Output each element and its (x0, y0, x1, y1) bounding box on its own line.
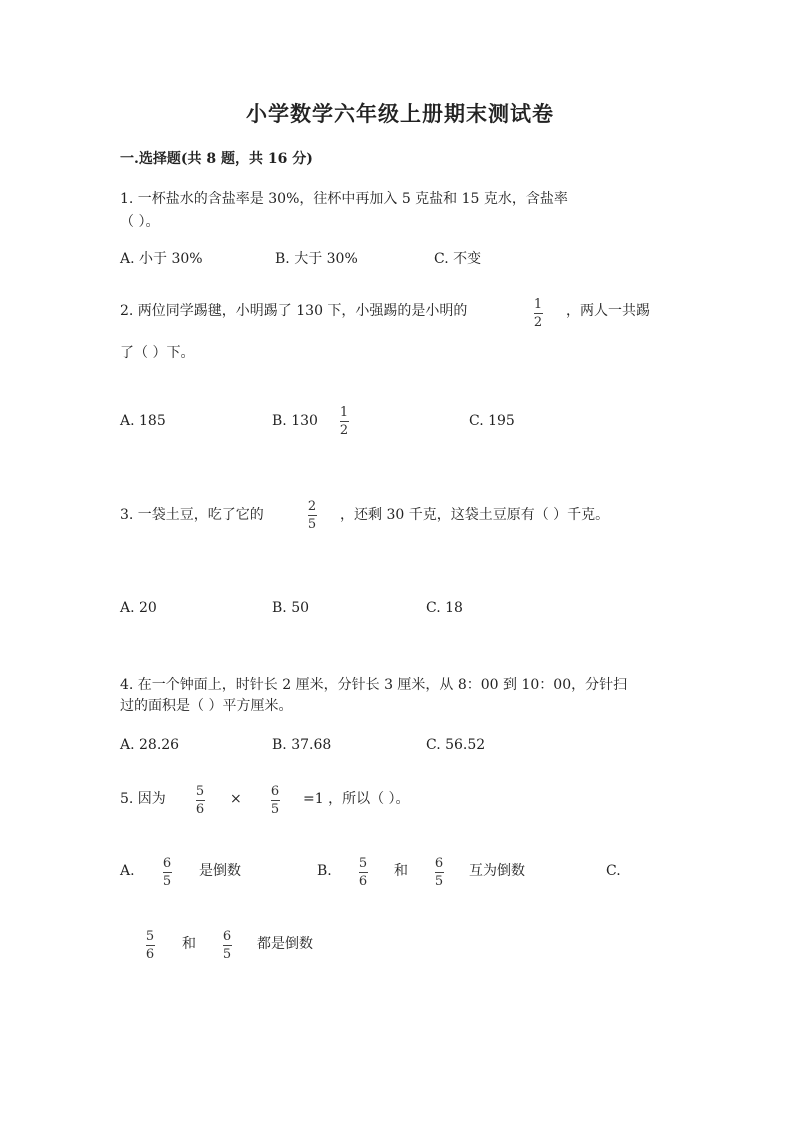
denominator: 5 (162, 874, 172, 889)
fraction-bar (196, 800, 205, 801)
option-b[interactable]: B. 130 (272, 413, 318, 429)
fraction (432, 857, 446, 888)
option-a[interactable]: A. 28.26 (120, 737, 180, 753)
option-b[interactable]: B. 大于 30% (275, 251, 358, 267)
denominator: 2 (339, 423, 349, 438)
fraction-bar (271, 800, 280, 801)
question-text: 2. 两位同学踢毽，小明踢了 130 下，小强踢的是小明的 (120, 303, 468, 319)
option-a[interactable]: A. 185 (120, 413, 166, 429)
option-text: 都是倒数 (257, 936, 313, 952)
question-text: 4. 在一个钟面上，时针长 2 厘米，分针长 3 厘米，从 8：00 到 10：00，分针扫 (120, 677, 628, 693)
question-text: 3. 一袋土豆，吃了它的 (120, 507, 264, 523)
question-text: 5. 因为 (120, 791, 166, 807)
option-b[interactable]: B. 37.68 (272, 737, 332, 753)
page-title: 小学数学六年级上册期末测试卷 (246, 101, 554, 126)
denominator: 6 (145, 947, 155, 962)
section-heading: 一.选择题(共 8 题，共 16 分) (120, 151, 313, 167)
option-c[interactable]: C. 195 (469, 413, 515, 429)
fraction (220, 930, 234, 961)
question-text: 1. 一杯盐水的含盐率是 30%，往杯中再加入 5 克盐和 15 克水，含盐率 (120, 191, 568, 207)
denominator: 5 (270, 802, 280, 817)
fraction-bar (340, 421, 349, 422)
question-text-cont: （ ）。 (120, 214, 160, 230)
times-symbol: × (230, 791, 242, 807)
denominator: 6 (358, 874, 368, 889)
fraction-bar (435, 872, 444, 873)
option-label: A. (120, 863, 135, 879)
and-word: 和 (394, 863, 408, 879)
numerator: 2 (307, 499, 317, 514)
option-c[interactable]: C. 不变 (434, 251, 482, 267)
option-text: 是倒数 (199, 863, 241, 879)
denominator: 6 (195, 802, 205, 817)
numerator: 5 (195, 784, 205, 799)
denominator: 5 (307, 517, 317, 532)
fraction-bar (359, 872, 368, 873)
question-text-suffix: ，还剩 30 千克，这袋土豆原有（ ）千克。 (340, 507, 610, 523)
fraction (305, 500, 319, 531)
numerator: 5 (358, 856, 368, 871)
option-a[interactable]: A. 20 (120, 600, 157, 616)
numerator: 1 (339, 405, 349, 420)
fraction (337, 406, 351, 437)
fraction (193, 785, 207, 816)
fraction-bar (163, 872, 172, 873)
fraction-bar (223, 945, 232, 946)
and-word: 和 (182, 936, 196, 952)
numerator: 1 (533, 297, 543, 312)
question-text-cont: 过的面积是（ ）平方厘米。 (120, 698, 293, 714)
fraction (268, 785, 282, 816)
denominator: 5 (222, 947, 232, 962)
option-label: B. (317, 863, 332, 879)
numerator: 6 (162, 856, 172, 871)
fraction (531, 298, 545, 329)
fraction-bar (534, 313, 543, 314)
numerator: 6 (222, 929, 232, 944)
question-text-suffix: ，两人一共踢 (566, 303, 650, 319)
numerator: 6 (270, 784, 280, 799)
denominator: 5 (434, 874, 444, 889)
option-label: C. (606, 863, 621, 879)
numerator: 6 (434, 856, 444, 871)
option-c[interactable]: C. 56.52 (426, 737, 486, 753)
question-text-suffix: =1 ，所以（ ）。 (303, 791, 410, 807)
fraction-bar (146, 945, 155, 946)
option-c[interactable]: C. 18 (426, 600, 463, 616)
numerator: 5 (145, 929, 155, 944)
option-b[interactable]: B. 50 (272, 600, 310, 616)
option-a[interactable]: A. 小于 30% (120, 251, 203, 267)
fraction (356, 857, 370, 888)
denominator: 2 (533, 315, 543, 330)
fraction (160, 857, 174, 888)
fraction-bar (308, 515, 317, 516)
fraction (143, 930, 157, 961)
question-text-cont: 了（ ）下。 (120, 345, 195, 361)
option-text: 互为倒数 (469, 863, 525, 879)
